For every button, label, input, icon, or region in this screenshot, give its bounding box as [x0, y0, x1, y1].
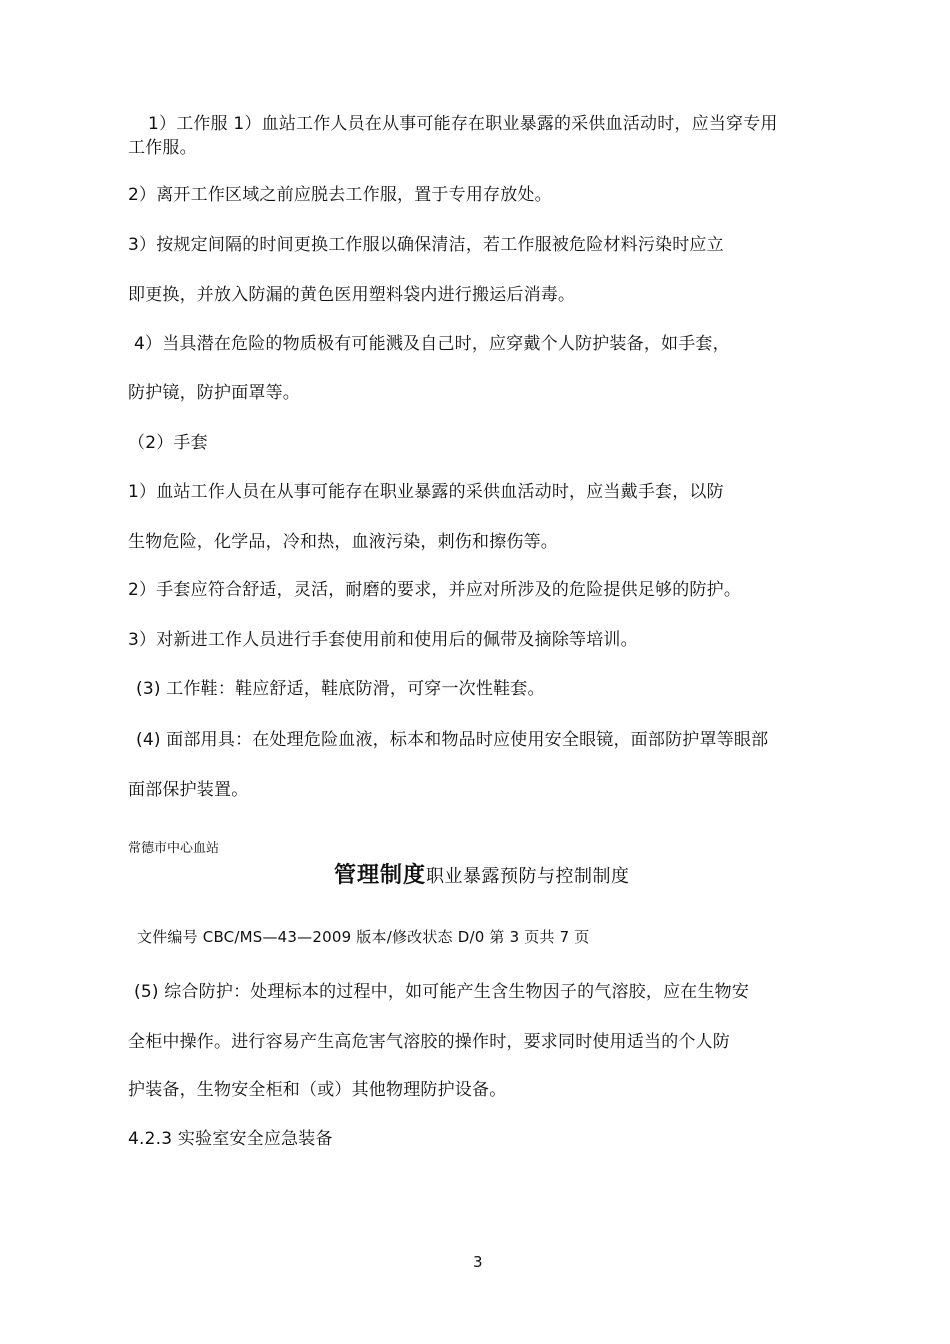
- paragraph-line: (5) 综合防护：处理标本的过程中，如可能产生含生物因子的气溶胶，应在生物安: [134, 982, 750, 1002]
- document-title-bold: 管理制度: [334, 863, 427, 888]
- paragraph-line: 4）当具潜在危险的物质极有可能溅及自己时，应穿戴个人防护装备，如手套，: [134, 334, 730, 354]
- paragraph-line: (4) 面部用具：在处理危险血液，标本和物品时应使用安全眼镜，面部防护罩等眼部: [136, 730, 769, 750]
- document-title-rest: 职业暴露预防与控制制度: [426, 866, 630, 887]
- paragraph-line: 护装备，生物安全柜和（或）其他物理防护设备。: [128, 1080, 507, 1100]
- document-number: 文件编号 CBC/MS—43—2009 版本/修改状态 D/0 第 3 页共 7 页: [137, 928, 590, 946]
- organization-name: 常德市中心血站: [128, 841, 220, 856]
- page-number: 3: [473, 1253, 483, 1271]
- paragraph-line: 即更换，并放入防漏的黄色医用塑料袋内进行搬运后消毒。: [128, 285, 576, 305]
- paragraph-line: (3) 工作鞋：鞋应舒适，鞋底防滑，可穿一次性鞋套。: [136, 679, 545, 699]
- paragraph-line: 3）按规定间隔的时间更换工作服以确保清洁，若工作服被危险材料污染时应立: [128, 235, 724, 255]
- document-title: [334, 858, 630, 889]
- paragraph-line: 3）对新进工作人员进行手套使用前和使用后的佩带及摘除等培训。: [128, 630, 638, 650]
- paragraph-line: 1）工作服 1）血站工作人员在从事可能存在职业暴露的采供血活动时，应当穿专用: [148, 114, 778, 134]
- paragraph-line: 全柜中操作。进行容易产生高危害气溶胶的操作时，要求同时使用适当的个人防: [128, 1032, 730, 1052]
- section-heading: 4.2.3 实验室安全应急装备: [128, 1129, 333, 1149]
- paragraph-line: 2）手套应符合舒适，灵活，耐磨的要求，并应对所涉及的危险提供足够的防护。: [128, 580, 742, 600]
- paragraph-line: 2）离开工作区域之前应脱去工作服，置于专用存放处。: [128, 185, 552, 205]
- paragraph-line: 防护镜，防护面罩等。: [128, 383, 300, 403]
- section-heading: （2）手套: [128, 433, 208, 453]
- paragraph-line: 面部保护装置。: [128, 780, 249, 800]
- paragraph-line: 生物危险，化学品，冷和热，血液污染，刺伤和擦伤等。: [128, 532, 558, 552]
- paragraph-line: 工作服。: [128, 138, 197, 158]
- paragraph-line: 1）血站工作人员在从事可能存在职业暴露的采供血活动时，应当戴手套，以防: [128, 482, 724, 502]
